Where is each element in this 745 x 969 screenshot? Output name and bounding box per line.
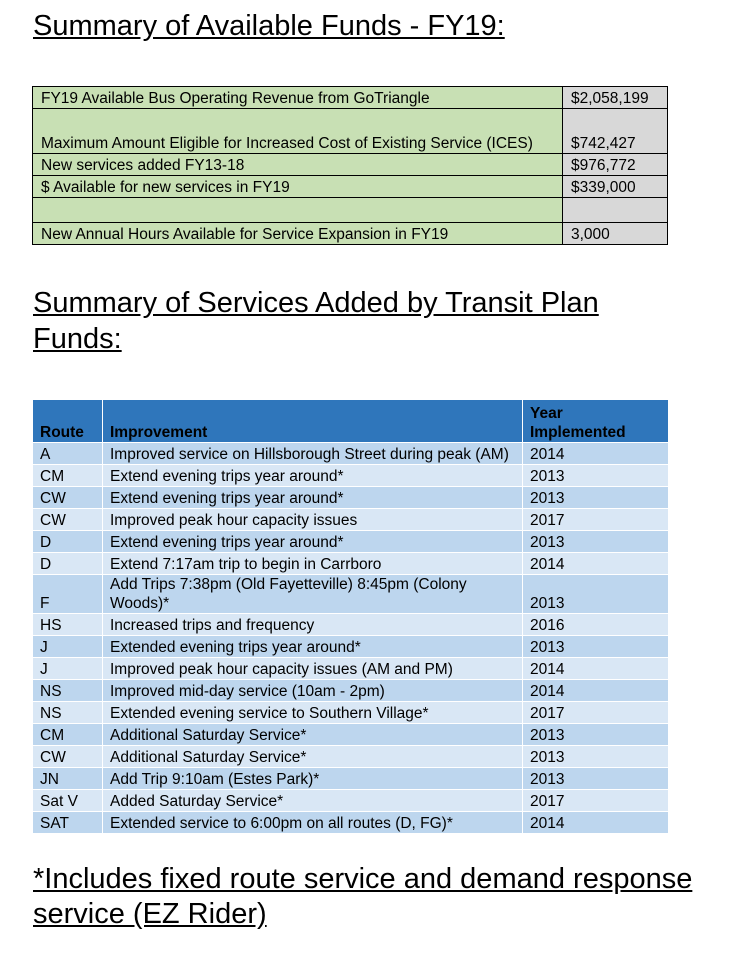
table-row [33, 509, 669, 531]
improvement-cell: Improved peak hour capacity issues [103, 509, 523, 531]
year-cell: 2013 [523, 575, 669, 614]
table-row [33, 443, 669, 465]
table-row [33, 680, 669, 702]
funds-row [33, 109, 668, 154]
funds-label: New Annual Hours Available for Service Expansion in FY19 [33, 223, 563, 245]
funds-row [33, 198, 668, 223]
funds-value: $339,000 [563, 176, 668, 198]
route-cell: D [33, 553, 103, 575]
improvement-cell: Extend 7:17am trip to begin in Carrboro [103, 553, 523, 575]
funds-label [33, 198, 563, 223]
improvement-cell: Improved peak hour capacity issues (AM and PM) [103, 658, 523, 680]
route-cell: A [33, 443, 103, 465]
table-header-row [33, 400, 669, 443]
year-cell: 2013 [523, 636, 669, 658]
improvement-cell: Extended evening trips year around* [103, 636, 523, 658]
improvement-cell: Extend evening trips year around* [103, 465, 523, 487]
route-cell: Sat V [33, 790, 103, 812]
funds-label: New services added FY13-18 [33, 154, 563, 176]
table-row [33, 636, 669, 658]
route-cell: JN [33, 768, 103, 790]
improvement-column-header: Improvement [103, 400, 523, 443]
route-cell: CM [33, 724, 103, 746]
year-cell: 2017 [523, 509, 669, 531]
year-cell: 2013 [523, 768, 669, 790]
funds-row [33, 87, 668, 109]
improvement-cell: Extended evening service to Southern Village* [103, 702, 523, 724]
year-cell: 2014 [523, 658, 669, 680]
improvement-cell: Add Trips 7:38pm (Old Fayetteville) 8:45pm (Colony Woods)* [103, 575, 523, 614]
year-cell: 2016 [523, 614, 669, 636]
improvement-cell: Add Trip 9:10am (Estes Park)* [103, 768, 523, 790]
improvement-cell: Extended service to 6:00pm on all routes (D, FG)* [103, 812, 523, 834]
route-cell: D [33, 531, 103, 553]
improvement-cell: Increased trips and frequency [103, 614, 523, 636]
table-row [33, 465, 669, 487]
route-cell: SAT [33, 812, 103, 834]
services-summary-heading: Summary of Services Added by Transit Plan Funds: [33, 287, 599, 355]
table-row [33, 487, 669, 509]
year-cell: 2014 [523, 553, 669, 575]
funds-summary-heading: Summary of Available Funds - FY19: [33, 10, 505, 42]
year-cell: 2014 [523, 812, 669, 834]
route-column-header: Route [33, 400, 103, 443]
funds-value: $976,772 [563, 154, 668, 176]
improvement-cell: Improved service on Hillsborough Street during peak (AM) [103, 443, 523, 465]
footnote: *Includes fixed route service and demand response service (EZ Rider) [33, 863, 693, 930]
route-cell: J [33, 658, 103, 680]
improvement-cell: Extend evening trips year around* [103, 531, 523, 553]
year-cell: 2014 [523, 680, 669, 702]
route-cell: NS [33, 702, 103, 724]
route-cell: CW [33, 509, 103, 531]
improvement-cell: Added Saturday Service* [103, 790, 523, 812]
year-cell: 2013 [523, 465, 669, 487]
table-row [33, 531, 669, 553]
year-cell: 2017 [523, 702, 669, 724]
table-row [33, 658, 669, 680]
year-column-header: Year Implemented [523, 400, 669, 443]
year-cell: 2014 [523, 443, 669, 465]
improvement-cell: Improved mid-day service (10am - 2pm) [103, 680, 523, 702]
table-row [33, 746, 669, 768]
available-funds-table [32, 86, 668, 245]
funds-label: FY19 Available Bus Operating Revenue from GoTriangle [33, 87, 563, 109]
table-row [33, 812, 669, 834]
improvement-cell: Additional Saturday Service* [103, 746, 523, 768]
improvement-cell: Additional Saturday Service* [103, 724, 523, 746]
route-cell: CW [33, 487, 103, 509]
funds-label: $ Available for new services in FY19 [33, 176, 563, 198]
table-row [33, 768, 669, 790]
route-cell: CM [33, 465, 103, 487]
services-added-table [32, 399, 669, 834]
route-cell: NS [33, 680, 103, 702]
route-cell: HS [33, 614, 103, 636]
year-cell: 2013 [523, 724, 669, 746]
funds-label: Maximum Amount Eligible for Increased Cost of Existing Service (ICES) [33, 109, 563, 154]
table-row [33, 553, 669, 575]
table-row [33, 702, 669, 724]
funds-row [33, 176, 668, 198]
funds-row [33, 223, 668, 245]
year-cell: 2013 [523, 746, 669, 768]
funds-row [33, 154, 668, 176]
table-row [33, 575, 669, 614]
route-cell: CW [33, 746, 103, 768]
route-cell: F [33, 575, 103, 614]
funds-value: 3,000 [563, 223, 668, 245]
improvement-cell: Extend evening trips year around* [103, 487, 523, 509]
year-cell: 2013 [523, 487, 669, 509]
year-cell: 2017 [523, 790, 669, 812]
funds-value: $742,427 [563, 109, 668, 154]
table-row [33, 614, 669, 636]
route-cell: J [33, 636, 103, 658]
table-row [33, 790, 669, 812]
table-row [33, 724, 669, 746]
year-cell: 2013 [523, 531, 669, 553]
funds-value: $2,058,199 [563, 87, 668, 109]
funds-value [563, 198, 668, 223]
